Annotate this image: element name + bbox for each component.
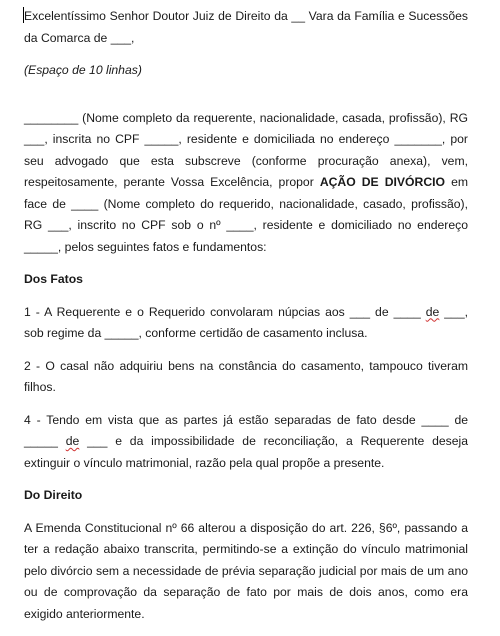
fact-1 bbox=[24, 302, 468, 345]
fact-1-end: ___, sob regime da _____, conforme certidão de casamento inclusa. bbox=[24, 304, 468, 340]
law-paragraph: A Emenda Constitucional nº 66 alterou a disposição do art. 226, §6º, passando a ter a redação abaixo transcrita, permitindo-se a extinção do vínculo matrimonial pelo divórcio sem a necessidade de prévia separação judicial por mais de um ano ou de comprovação da separação de fato por mais de dois anos, como era exigido anteriormente. bbox=[24, 520, 468, 621]
space-note: (Espaço de 10 linhas) bbox=[24, 63, 142, 77]
fact-4-end: ___ e da impossibilidade de reconciliação, a Requerente deseja extinguir o vínculo matrimonial, razão pela qual propõe a presente. bbox=[24, 434, 468, 470]
spellcheck-word: de bbox=[65, 434, 80, 448]
fact-4 bbox=[24, 410, 468, 475]
fact-4-start: 4 - Tendo em vista que as partes já estão separadas de fato desde ____ de _____ bbox=[24, 412, 468, 448]
law-heading: Do Direito bbox=[24, 488, 83, 502]
document-body[interactable] bbox=[24, 6, 468, 636]
fact-1-start: 1 - A Requerente e o Requerido convolaram núpcias aos ___ de ____ bbox=[24, 304, 426, 319]
fact-2: 2 - O casal não adquiriu bens na constância do casamento, tampouco tiveram filhos. bbox=[24, 358, 468, 394]
intro-paragraph bbox=[24, 108, 468, 259]
intro-text-start: ________ (Nome completo da requerente, nacionalidade, casada, profissão), RG ___, inscrita no CPF _____, residente e domiciliada no endereço _______, por seu advogado que esta subscreve (conforme procuração anexa), vem, respeitosamente, perante Vossa Excelência, propor bbox=[24, 110, 468, 189]
spellcheck-word: de bbox=[425, 304, 440, 319]
intro-text-end: em face de ____ (Nome completo do requerido, nacionalidade, casado, profissão), RG ___, inscrito no CPF sob o nº ____, residente e domiciliado no endereço _____, pelos seguintes fatos e fundamentos: bbox=[24, 175, 468, 254]
action-title: AÇÃO DE DIVÓRCIO bbox=[319, 175, 446, 189]
address-line: Excelentíssimo Senhor Doutor Juiz de Direito da __ Vara da Família e Sucessões da Comarca de ___, bbox=[24, 9, 468, 45]
facts-heading: Dos Fatos bbox=[24, 272, 83, 286]
